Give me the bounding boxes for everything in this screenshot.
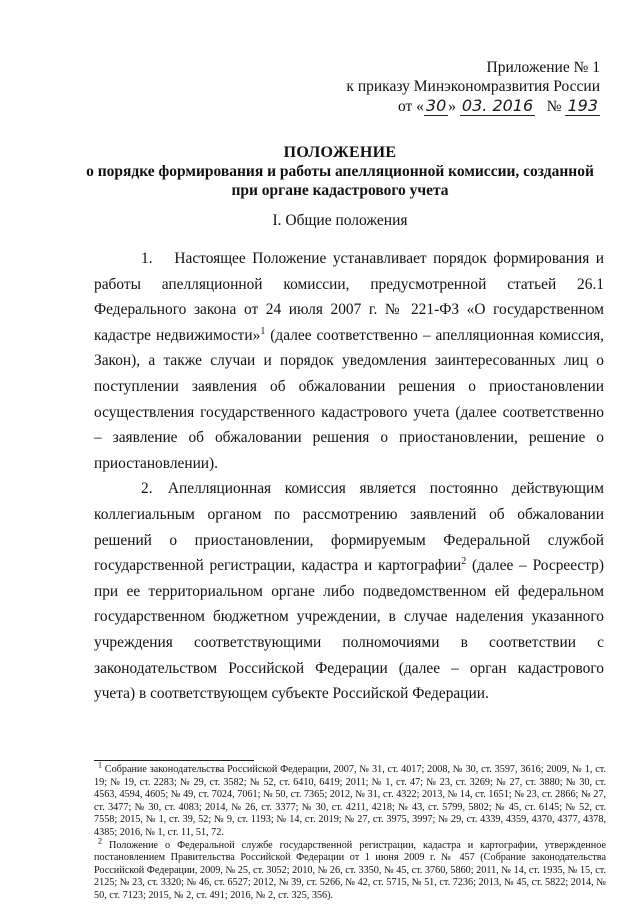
appendix-header bbox=[338, 58, 600, 116]
footnote-2-text: Положение о Федеральной службе государственной регистрации, кадастра и картографии, утвержденное постановлением Правительства Российской Федерации от 1 июня 2009 г. № 457 (Собрание законодательства Российской Федерации, 2009, № 25, ст. 3052; 2010, № 26, ст. 3350, № 45, ст. 3760, 5860; 2011, № 14, ст. 1935, № 15, ст. 2125; № 23, ст. 3320; № 46, ст. 6527; 2012, № 39, ст. 5266, № 42, ст. 5715, № 51, ст. 7236; 2013, № 45, ст. 5822; 2014, № 50, ст. 7123; 2015, № 2, ст. 491; 2016, № 2, ст. 325, 356). bbox=[94, 839, 606, 901]
footnotes bbox=[94, 760, 606, 903]
document-body bbox=[94, 246, 604, 707]
footnote-1-text: Собрание законодательства Российской Федерации, 2007, № 31, ст. 4017; 2008, № 30, ст. 3597, 3616; 2009, № 1, ст. 19; № 19, ст. 2283; № 29, ст. 3582; № 52, ст. 6410, 6419; 2011; № 1, ст. 47; № 23, ст. 3269; № 27, ст. 3880; № 30, ст. 4563, 4594, 4605; № 49, ст. 7024, 7061; № 50, ст. 7365; 2012, № 31, ст. 4322; 2013, № 14, ст. 1651; № 23, ст. 2866; № 27, ст. 3477; № 30, ст. 4083; 2014, № 26, ст. 3377; № 30, ст. 4211, 4218; № 43, ст. 5799, 5802; № 45, ст. 6145; № 52, ст. 7558; 2015, № 1, ст. 39, 52; № 9, ст. 1193; № 14, ст. 2019; № 27, ст. 3975, 3997; № 29, ст. 4339, 4359, 4370, 4377, 4378, 4385; 2016, № 1, ст. 11, 51, 72. bbox=[94, 764, 606, 838]
handwritten-day: 30 bbox=[425, 96, 447, 115]
paragraph-1-text-b: (далее соответственно – апелляционная комиссия, Закон), а также случаи и порядок уведомления заинтересованных лиц о поступлении заявления об обжаловании решения о приостановлении осуществления государственного кадастрового учета (далее соответственно – заявление об обжаловании решения о приостановлении, решение о приостановлении). bbox=[94, 326, 604, 472]
paragraph-2-text-a: 2. Апелляционная комиссия является постоянно действующим коллегиальным органом по рассмотрению заявлений об обжаловании решений о приостановлении, формируемым Федеральной службой государственной регистрации, кадастра и картографии bbox=[94, 480, 604, 575]
handwritten-number: 193 bbox=[567, 96, 598, 115]
number-label: № bbox=[546, 98, 562, 115]
footnote-2-mark: 2 bbox=[98, 836, 102, 846]
paragraph-2 bbox=[94, 476, 604, 706]
footnote-1 bbox=[94, 760, 606, 840]
footnote-ref-1: 1 bbox=[260, 325, 266, 337]
document-title bbox=[60, 143, 620, 200]
appendix-date-line bbox=[338, 96, 600, 116]
title-subtitle-line1: о порядке формирования и работы апелляционной комиссии, созданной bbox=[86, 163, 594, 180]
footnote-2 bbox=[94, 836, 606, 903]
date-mid: » bbox=[448, 98, 457, 115]
handwritten-month-year: 03. 2016 bbox=[461, 96, 534, 115]
paragraph-1-text-a: 1. Настоящее Положение устанавливает порядок формирования и работы апелляционной комиссии, предусмотренной статьей 26.1 Федерального закона от 24 июля 2007 г. № 221-ФЗ «О государственном кадастре недвижимости» bbox=[94, 250, 604, 344]
title-subtitle-line2: при органе кадастрового учета bbox=[231, 182, 449, 199]
title-heading: ПОЛОЖЕНИЕ bbox=[283, 144, 397, 161]
footnote-1-mark: 1 bbox=[98, 760, 102, 770]
footnote-divider bbox=[94, 760, 254, 761]
section-heading: I. Общие положения bbox=[272, 212, 408, 229]
paragraph-2-text-b: (далее – Росреестр) при ее территориальном органе либо подведомственном ей федеральном государственном бюджетном учреждении, в случае наделения указанного учреждения соответствующими полномочиями в соответствии с законодательством Российской Федерации (далее – орган кадастрового учета) в соответствующем субъекте Российской Федерации. bbox=[94, 557, 604, 703]
appendix-order-ref: к приказу Минэкономразвития России bbox=[346, 78, 600, 95]
paragraph-1 bbox=[94, 246, 604, 476]
appendix-title: Приложение № 1 bbox=[486, 59, 600, 76]
footnote-ref-2: 2 bbox=[461, 556, 467, 567]
date-prefix: от « bbox=[397, 98, 424, 115]
